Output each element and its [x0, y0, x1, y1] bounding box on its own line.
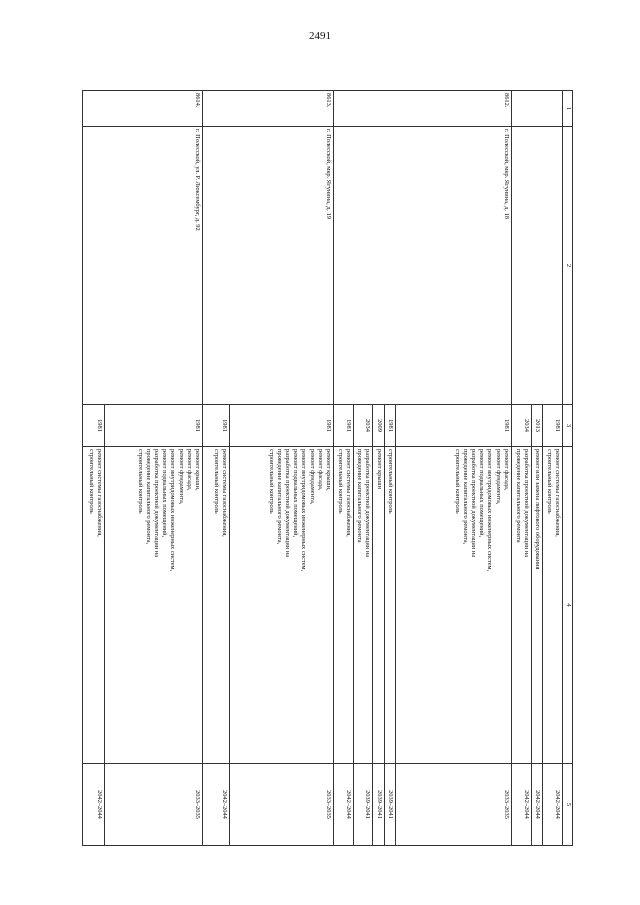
period-cell: 2042–2044 [511, 764, 531, 846]
year-cell: 1981 [395, 405, 511, 447]
period-cell: 2042–2044 [543, 764, 563, 846]
work-item: строительный контроль [386, 449, 394, 514]
repair-schedule-table [82, 90, 573, 846]
table-row [105, 91, 203, 846]
address-cell: г. Полесской, ул. Р. Люксембург, д. 92 [83, 127, 203, 405]
rotated-table-container [85, 90, 573, 845]
year-cell: 1981 [334, 405, 354, 447]
year-cell: 1981 [105, 405, 203, 447]
header-cell-2: 2 [563, 127, 573, 405]
works-cell [531, 447, 542, 764]
header-cell-1: 1 [563, 91, 573, 127]
year-cell: 2034 [511, 405, 531, 447]
works-cell [83, 447, 105, 764]
header-cell-3: 3 [563, 405, 573, 447]
address-cell: г. Полесской, мкр. Ягунина, д. 18 [334, 127, 512, 405]
item-number-cell [511, 91, 562, 127]
work-item: ремонт крыши, [325, 449, 333, 491]
period-cell: 2042–2044 [203, 764, 230, 846]
header-cell-5: 5 [563, 764, 573, 846]
period-cell: 2033–2035 [395, 764, 511, 846]
work-item: ремонт фасада, [502, 449, 510, 491]
work-item: ремонт внутридомовых инженерных систем, [486, 449, 494, 572]
work-item: ремонт крыши, [194, 449, 202, 491]
work-item: ремонт внутридомовых инженерных систем, [300, 449, 308, 572]
work-item: ремонт или замена лифтового оборудования [534, 449, 541, 570]
period-cell: 2042–2044 [83, 764, 105, 846]
work-item: проведение капитального ремонта, [144, 449, 152, 545]
work-item: ремонт крыши [375, 449, 383, 490]
work-item: проведение капитального ремонта, [461, 449, 469, 545]
table-row [543, 91, 563, 846]
work-item: ремонт фасада, [316, 449, 324, 491]
year-cell: 2009 [373, 405, 384, 447]
year-cell: 1981 [83, 405, 105, 447]
item-number-cell: 8613. [203, 91, 334, 127]
work-item: проведение капитального ремонта [514, 449, 522, 543]
works-cell [395, 447, 511, 764]
item-number-cell: 8614. [83, 91, 203, 127]
year-cell: 1981 [384, 405, 395, 447]
year-cell: 2034 [354, 405, 373, 447]
works-cell [334, 447, 354, 764]
work-item: разработка проектной документации на [364, 449, 372, 558]
period-cell: 2039–2041 [373, 764, 384, 846]
year-cell: 1981 [203, 405, 230, 447]
work-item: ремонт фундамента, [308, 449, 316, 505]
work-item: ремонт фундамента, [177, 449, 185, 505]
work-item: ремонт подвальных помещений, [161, 449, 169, 538]
period-cell: 2039–2041 [354, 764, 373, 846]
work-item: ремонт системы газоснабжения, [96, 449, 104, 537]
works-cell [354, 447, 373, 764]
table-row [395, 91, 511, 846]
address-cell: г. Полесской, мкр. Ягунина, д. 19 [203, 127, 334, 405]
work-item: строительный контроль [453, 449, 461, 514]
work-item: ремонт подвальных помещений, [292, 449, 300, 538]
work-item: ремонт системы газоснабжения, [554, 449, 561, 537]
work-item: ремонт подвальных помещений, [478, 449, 486, 538]
works-cell [230, 447, 334, 764]
work-item: строительный контроль [267, 449, 275, 514]
year-cell: 2013 [531, 405, 542, 447]
work-item: ремонт фундамента, [494, 449, 502, 505]
works-cell [105, 447, 203, 764]
work-item: разработка проектной документации на [153, 449, 161, 558]
works-cell [543, 447, 563, 764]
work-item: ремонт фасада, [185, 449, 193, 491]
period-cell: 2039–2041 [384, 764, 395, 846]
work-item: разработка проектной документации на [522, 449, 530, 558]
header-cell-4: 4 [563, 447, 573, 764]
item-number-cell: 8612. [334, 91, 512, 127]
period-cell: 2042–2044 [531, 764, 542, 846]
header-row [563, 91, 573, 846]
address-cell [511, 127, 562, 405]
work-item: строительный контроль [136, 449, 144, 514]
work-item: ремонт внутридомовых инженерных систем, [169, 449, 177, 572]
work-item: разработка проектной документации на [284, 449, 292, 558]
works-cell [373, 447, 384, 764]
period-cell: 2033–2035 [105, 764, 203, 846]
work-item: строительный контроль [545, 449, 553, 514]
table-row [230, 91, 334, 846]
year-cell: 1981 [543, 405, 563, 447]
works-cell [511, 447, 531, 764]
work-item: строительный контроль [212, 449, 220, 514]
work-item: разработка проектной документации на [470, 449, 478, 558]
page-number: 2491 [309, 30, 331, 42]
table-body [83, 91, 563, 846]
works-cell [203, 447, 230, 764]
works-cell [384, 447, 395, 764]
year-cell: 1981 [230, 405, 334, 447]
work-item: строительный контроль [87, 449, 95, 514]
period-cell: 2042–2044 [334, 764, 354, 846]
work-item: ремонт системы газоснабжения, [221, 449, 229, 537]
work-item: проведение капитального ремонта, [275, 449, 283, 545]
work-item: строительный контроль [336, 449, 344, 514]
period-cell: 2033–2035 [230, 764, 334, 846]
work-item: ремонт системы газоснабжения, [345, 449, 353, 537]
work-item: проведение капитального ремонта [356, 449, 364, 543]
